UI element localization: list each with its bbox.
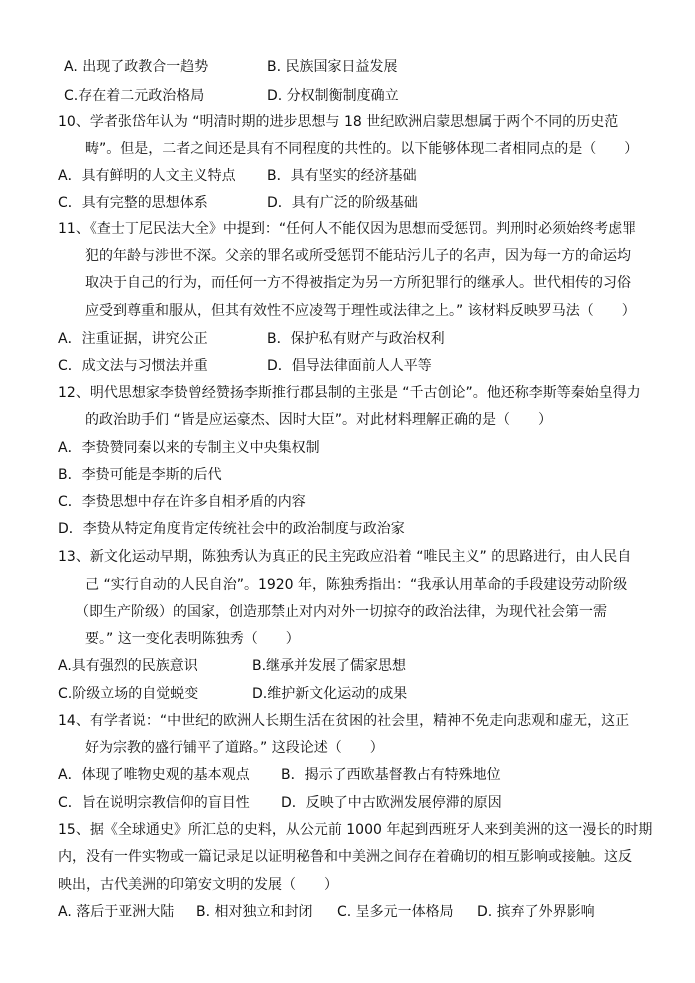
q14-option-c: C．旨在说明宗教信仰的盲目性: [58, 795, 250, 811]
q12-stem-line-1: 12、明代思想家李贽曾经赞扬李斯推行郡县制的主张是 “千古创论”。他还称李斯等秦始皇得力: [58, 385, 641, 401]
q15-option-c: C. 呈多元一体格局: [337, 904, 454, 920]
q12-option-a: A．李贽赞同秦以来的专制主义中央集权制: [58, 440, 320, 456]
q11-stem-line-3: 取决于自己的行为，而任何一方不得被指定为另一方所犯罪行的继承人。世代相传的习俗: [85, 275, 631, 291]
q11-stem-line-1: 11、《查士丁尼民法大全》中提到：“任何人不能仅因为思想而受惩罚。判刑时必须始终考虑罪: [58, 221, 637, 237]
q15-stem-line-3: 映出，古代美洲的印第安文明的发展（ ）: [58, 877, 338, 893]
q13-stem-line-4: 要。” 这一变化表明陈独秀（ ）: [85, 631, 300, 647]
q12-option-b: B．李贽可能是李斯的后代: [58, 467, 222, 483]
q15-option-a: A. 落后于亚洲大陆: [58, 904, 175, 920]
q13-stem-line-1: 13、新文化运动早期，陈独秀认为真正的民主宪政应沿着 “唯民主义” 的思路进行，由人民自: [58, 549, 632, 565]
q9-option-a: A. 出现了政教合一趋势: [64, 59, 209, 75]
q10-option-a: A．具有鲜明的人文主义特点: [58, 168, 236, 184]
q13-option-b: B.继承并发展了儒家思想: [252, 658, 407, 674]
q11-option-b: B．保护私有财产与政治权利: [267, 331, 445, 347]
q13-stem-line-2: 己 “实行自动的人民自治”。1920 年，陈独秀指出：“我承认用革命的手段建设劳动阶级: [85, 577, 628, 593]
q12-option-c: C．李贽思想中存在许多自相矛盾的内容: [58, 494, 306, 510]
q9-option-c: C.存在着二元政治格局: [64, 88, 205, 104]
q11-option-d: D．倡导法律面前人人平等: [267, 358, 432, 374]
q15-option-d: D. 摈弃了外界影响: [477, 904, 595, 920]
q10-stem-line-1: 10、学者张岱年认为 “明清时期的进步思想与 18 世纪欧洲启蒙思想属于两个不同的历史范: [58, 114, 619, 130]
q11-stem-line-4: 应受到尊重和服从，但其有效性不应凌驾于理性或法律之上。” 该材料反映罗马法（ ）: [85, 303, 636, 319]
q14-option-d: D．反映了中古欧洲发展停滞的原因: [281, 795, 502, 811]
q15-option-b: B. 相对独立和封闭: [196, 904, 313, 920]
q10-option-c: C．具有完整的思想体系: [58, 195, 208, 211]
q10-stem-line-2: 畴”。但是，二者之间还是具有不同程度的共性的。以下能够体现二者相同点的是（ ）: [85, 141, 639, 157]
q10-option-d: D．具有广泛的阶级基础: [267, 195, 418, 211]
q12-stem-line-2: 的政治助手们 “皆是应运豪杰、因时大臣”。对此材料理解正确的是（ ）: [85, 412, 552, 428]
q11-option-c: C．成文法与习惯法并重: [58, 358, 208, 374]
q14-option-b: B．揭示了西欧基督教占有特殊地位: [281, 767, 501, 783]
q11-stem-line-2: 犯的年龄与涉世不深。父亲的罪名或所受惩罚不能玷污儿子的名声，因为每一方的命运均: [85, 248, 631, 264]
q14-stem-line-2: 好为宗教的盛行铺平了道路。” 这段论述（ ）: [85, 740, 384, 756]
q13-option-c: C.阶级立场的自觉蜕变: [58, 686, 199, 702]
q14-option-a: A．体现了唯物史观的基本观点: [58, 767, 250, 783]
q9-option-d: D. 分权制衡制度确立: [267, 88, 399, 104]
q13-option-a: A.具有强烈的民族意识: [58, 658, 198, 674]
q10-option-b: B．具有坚实的经济基础: [267, 168, 417, 184]
q12-option-d: D．李贽从特定角度肯定传统社会中的政治制度与政治家: [58, 521, 405, 537]
q15-stem-line-1: 15、据《全球通史》所汇总的史料，从公元前 1000 年起到西班牙人来到美洲的这一漫长的时期: [58, 822, 653, 838]
q13-stem-line-3: （即生产阶级）的国家，创造那禁止对内对外一切掠夺的政治法律，为现代社会第一需: [75, 604, 607, 620]
q11-option-a: A．注重证据，讲究公正: [58, 331, 208, 347]
q13-option-d: D.维护新文化运动的成果: [252, 686, 408, 702]
q14-stem-line-1: 14、有学者说：“中世纪的欧洲人长期生活在贫困的社会里，精神不免走向悲观和虚无，这正: [58, 713, 630, 729]
q15-stem-line-2: 内，没有一件实物或一篇记录足以证明秘鲁和中美洲之间存在着确切的相互影响或接触。这反: [58, 849, 632, 865]
q9-option-b: B. 民族国家日益发展: [267, 59, 398, 75]
